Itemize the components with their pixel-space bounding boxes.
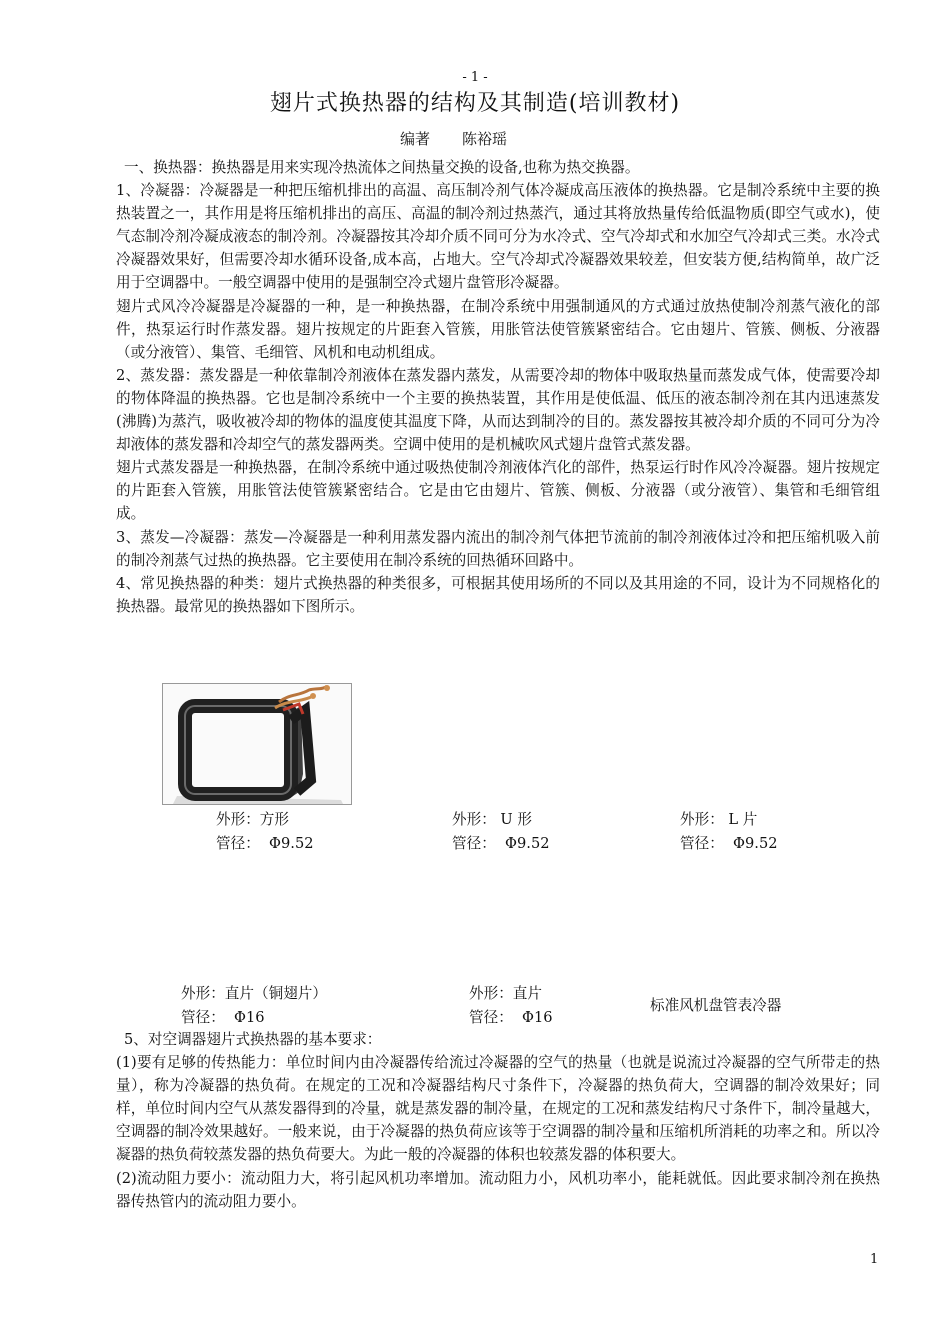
paragraph-evaporator-condenser: 3、蒸发—冷凝器：蒸发—冷凝器是一种利用蒸发器内流出的制冷剂气体把节流前的制冷剂液体过冷和把压缩机吸入前的制冷剂蒸气过热的换热器。它主要使用在制冷系统的回热循环回路中。 xyxy=(116,528,880,569)
paragraph-flow-resistance: (2)流动阻力要小：流动阻力大，将引起风机功率增加。流动阻力小，风机功率小，能耗就低。因此要求制冷剂在换热器传热管内的流动阻力要小。 xyxy=(116,1169,880,1210)
paragraph-finned-evaporator: 翅片式蒸发器是一种换热器，在制冷系统中通过吸热使制冷剂液体汽化的部件，热泵运行时作风冷冷凝器。翅片按规定的片距套入管簇，用胀管法使管簇紧密结合。它是由它由翅片、管簇、侧板、分液器（或分液管）、集管和毛细管组成。 xyxy=(116,459,880,523)
author-role: 编著 xyxy=(400,130,431,148)
paragraph-heat-exchanger-definition: 一、换热器：换热器是用来实现冷热流体之间热量交换的设备,也称为热交换器。 xyxy=(124,159,640,176)
figure-caption-l-shape: 外形： L 片 管径： Φ9.52 xyxy=(680,811,778,852)
requirements-heading: 5、对空调器翅片式换热器的基本要求： xyxy=(124,1031,382,1048)
paragraph-evaporator: 2、蒸发器：蒸发器是一种依靠制冷剂液体在蒸发器内蒸发，从需要冷却的物体中吸取热量而蒸发成气体，使需要冷却的物体降温的换热器。它也是制冷系统中一个主要的换热装置，其作用是使低温、低压的液态制冷剂在其内迅速蒸发(沸腾)为蒸汽，吸收被冷却的物体的温度使其温度下降，从而达到制冷的目的。蒸发器按其被冷却介质的不同可分为冷却液体的蒸发器和冷却空气的蒸发器两类。空调中使用的是机械吹风式翅片盘管式蒸发器。 xyxy=(116,366,880,454)
page-number: 1 xyxy=(870,1252,879,1267)
author-line xyxy=(400,128,507,149)
paragraph-exchanger-types: 4、常见换热器的种类：翅片式换热器的种类很多，可根据其使用场所的不同以及其用途的不同，设计为不同规格化的换热器。最常见的换热器如下图所示。 xyxy=(116,574,880,615)
paragraph-finned-air-condenser: 翅片式风冷冷凝器是冷凝器的一种，是一种换热器，在制冷系统中用强制通风的方式通过放热使制冷剂蒸气液化的部件，热泵运行时作蒸发器。翅片按规定的片距套入管簇，用胀管法使管簇紧密结合。它由翅片、管簇、侧板、分液器（或分液管）、集管、毛细管、风机和电动机组成。 xyxy=(116,297,880,361)
page-header-marker: - 1 - xyxy=(462,70,488,85)
requirements-section xyxy=(116,1028,880,1213)
intro-section xyxy=(116,156,880,618)
figure-caption-straight: 外形：直片 管径： Φ16 xyxy=(469,985,553,1026)
figure-caption-u-shape: 外形： U 形 管径： Φ9.52 xyxy=(452,811,550,852)
figure-caption-straight-copper: 外形：直片（铜翅片） 管径： Φ16 xyxy=(181,985,327,1026)
square-heat-exchanger-photo xyxy=(162,683,352,805)
figure-caption-square: 外形：方形 管径： Φ9.52 xyxy=(216,811,314,852)
paragraph-condenser: 1、冷凝器：冷凝器是一种把压缩机排出的高温、高压制冷剂气体冷凝成高压液体的换热器。它是制冷系统中主要的换热装置之一，其作用是将压缩机排出的高压、高温的制冷剂过热蒸汽，通过其将放热量传给低温物质(即空气或水)，使气态制冷剂冷凝成液态的制冷剂。冷凝器按其冷却介质不同可分为水冷式、空气冷却式和水加空气冷却式三类。水冷式冷凝器效果好，但需要冷却水循环设备,成本高，占地大。空气冷却式冷凝器效果较差，但安装方便,结构简单，故广泛用于空调器中。一般空调器中使用的是强制空冷式翅片盘管形冷凝器。 xyxy=(116,182,880,292)
author-name: 陈裕瑶 xyxy=(462,130,508,148)
figure-caption-fan-coil: 标准风机盘管表冷器 xyxy=(650,997,782,1014)
paragraph-heat-transfer-capacity: (1)要有足够的传热能力：单位时间内由冷凝器传给流过冷凝器的空气的热量（也就是说流过冷凝器的空气所带走的热量），称为冷凝器的热负荷。在规定的工况和冷凝器结构尺寸条件下，冷凝器的热负荷大，空调器的制冷效果好；同样，单位时间内空气从蒸发器得到的冷量，就是蒸发器的制冷量，在规定的工况和蒸发结构尺寸条件下，制冷量越大，空调器的制冷效果越好。一般来说，由于冷凝器的热负荷应该等于空调器的制冷量和压缩机所消耗的功率之和。所以冷凝器的热负荷较蒸发器的热负荷要大。为此一般的冷凝器的体积也较蒸发器的体积要大。 xyxy=(116,1054,880,1164)
document-title: 翅片式换热器的结构及其制造(培训教材) xyxy=(269,91,681,116)
